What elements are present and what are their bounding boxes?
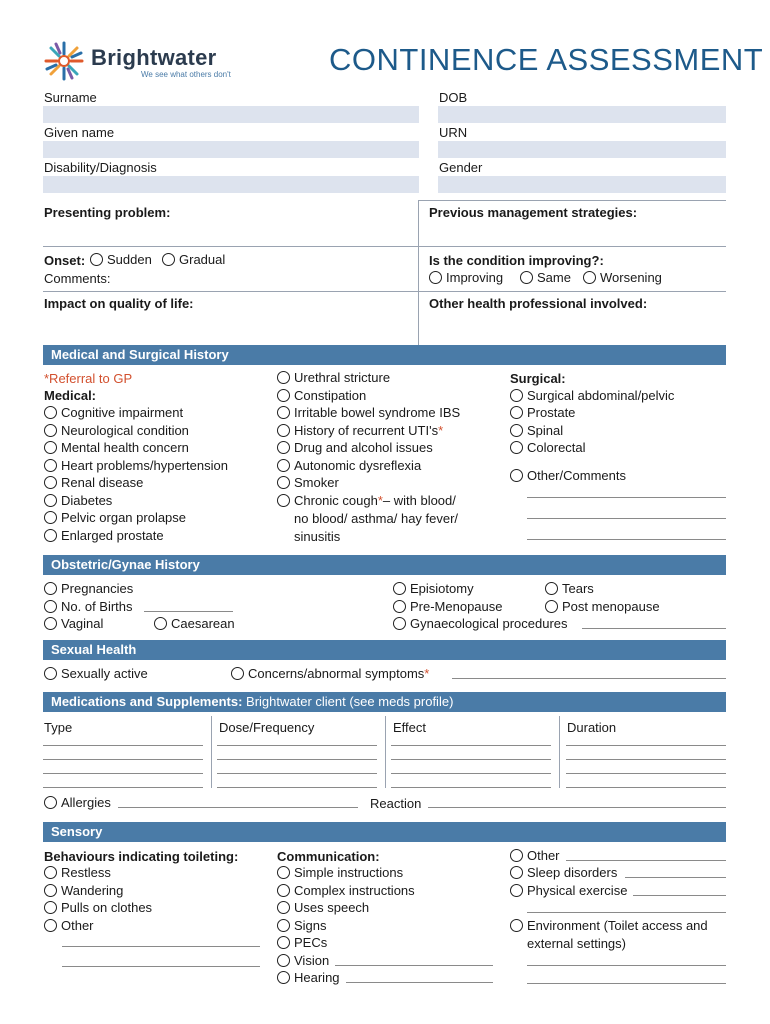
radio-circle-icon — [44, 617, 57, 630]
improving-radio[interactable] — [429, 271, 503, 284]
radio-circle-icon — [510, 424, 523, 437]
radio-circle-icon — [154, 617, 167, 630]
uses-speech-checkbox[interactable] — [277, 901, 369, 914]
option-label-suffix: – with blood/ — [382, 493, 456, 508]
disability-label: Disability/Diagnosis — [44, 160, 157, 175]
grid-line — [43, 291, 726, 292]
radio-circle-icon — [44, 901, 57, 914]
disability-field[interactable] — [43, 176, 419, 193]
option-label: Environment (Toilet access and — [527, 918, 708, 933]
option-label: Caesarean — [171, 616, 235, 631]
med-row-line[interactable] — [566, 745, 726, 746]
communication-label: Communication: — [277, 849, 380, 864]
option-label: Improving — [446, 270, 504, 285]
radio-circle-icon — [44, 600, 57, 613]
restless-checkbox[interactable] — [44, 866, 111, 879]
grid-line — [419, 200, 726, 201]
option-label: Signs — [294, 918, 327, 933]
signs-checkbox[interactable] — [277, 919, 327, 932]
grid-line — [43, 246, 726, 247]
med-row-line[interactable] — [43, 759, 203, 760]
page-title: CONTINENCE ASSESSMENT — [329, 42, 764, 77]
vision-line[interactable] — [335, 965, 493, 966]
surgical-abdominal-checkbox[interactable] — [510, 389, 674, 402]
grid-divider — [418, 200, 419, 345]
option-label: Pulls on clothes — [61, 900, 153, 915]
radio-circle-icon — [393, 582, 406, 595]
neurological-checkbox[interactable] — [44, 424, 189, 437]
radio-circle-icon — [510, 406, 523, 419]
radio-circle-icon — [44, 459, 57, 472]
colorectal-checkbox[interactable] — [510, 441, 586, 454]
option-label: Hearing — [294, 970, 340, 985]
option-label: Same — [537, 270, 571, 285]
option-label: PECs — [294, 935, 328, 950]
dose-column-header: Dose/Frequency — [219, 720, 315, 735]
med-row-line[interactable] — [43, 773, 203, 774]
radio-circle-icon — [510, 849, 523, 862]
duration-column-header: Duration — [567, 720, 617, 735]
referral-asterisk: * — [438, 423, 444, 438]
medications-section-header — [43, 692, 726, 712]
radio-circle-icon — [277, 884, 290, 897]
write-line[interactable] — [62, 966, 260, 967]
radio-circle-icon — [44, 582, 57, 595]
radio-circle-icon — [44, 511, 57, 524]
radio-circle-icon — [277, 476, 290, 489]
option-label: No. of Births — [61, 599, 133, 614]
option-label: Concerns/abnormal symptoms — [248, 666, 425, 681]
onset-gradual-radio[interactable] — [162, 253, 225, 266]
option-label: Autonomic dysreflexia — [294, 458, 422, 473]
option-label: Uses speech — [294, 900, 370, 915]
radio-circle-icon — [277, 459, 290, 472]
radio-circle-icon — [90, 253, 103, 266]
given-name-label: Given name — [44, 125, 115, 140]
sensory-other-checkbox[interactable] — [510, 849, 560, 862]
pre-menopause-checkbox[interactable] — [393, 600, 503, 613]
referral-note: *Referral to GP — [44, 371, 133, 386]
radio-circle-icon — [44, 494, 57, 507]
obstetric-section-header: Obstetric/Gynae History — [43, 555, 726, 575]
heart-problems-checkbox[interactable] — [44, 459, 228, 472]
vision-checkbox[interactable] — [277, 954, 329, 967]
option-label: Pregnancies — [61, 581, 134, 596]
radio-circle-icon — [277, 901, 290, 914]
gynae-line[interactable] — [582, 628, 726, 629]
option-label: History of recurrent UTI's — [294, 423, 439, 438]
chronic-cough-line2: no blood/ asthma/ hay fever/ — [294, 511, 459, 526]
gender-field[interactable] — [438, 176, 726, 193]
concerns-line[interactable] — [452, 678, 726, 679]
option-label: Heart problems/hypertension — [61, 458, 228, 473]
sensory-section-header: Sensory — [43, 822, 726, 842]
option-label: Sudden — [107, 252, 152, 267]
sleep-disorders-checkbox[interactable] — [510, 866, 617, 879]
environment-line2: external settings) — [527, 936, 626, 951]
radio-circle-icon — [277, 389, 290, 402]
sleep-line[interactable] — [625, 877, 726, 878]
option-label: Complex instructions — [294, 883, 415, 898]
option-label: Other — [61, 918, 94, 933]
option-label: Drug and alcohol issues — [294, 440, 433, 455]
option-label: Chronic cough — [294, 493, 378, 508]
option-label: Vision — [294, 953, 330, 968]
effect-column-header: Effect — [393, 720, 427, 735]
radio-circle-icon — [277, 424, 290, 437]
radio-circle-icon — [393, 617, 406, 630]
radio-circle-icon — [277, 441, 290, 454]
behaviours-label: Behaviours indicating toileting: — [44, 849, 239, 864]
surgical-label: Surgical: — [510, 371, 566, 386]
write-line[interactable] — [527, 912, 726, 913]
radio-circle-icon — [277, 371, 290, 384]
option-label: Other — [527, 848, 560, 863]
option-label: Sleep disorders — [527, 865, 618, 880]
behaviour-other-checkbox[interactable] — [44, 919, 94, 932]
radio-circle-icon — [44, 406, 57, 419]
brightwater-logo — [43, 40, 243, 82]
constipation-checkbox[interactable] — [277, 389, 366, 402]
option-label: Renal disease — [61, 475, 144, 490]
type-column-header: Type — [44, 720, 73, 735]
medications-subtitle: Brightwater client (see meds profile) — [242, 694, 454, 709]
brand-tagline: We see what others don't — [141, 70, 231, 79]
option-label: Allergies — [61, 795, 111, 810]
radio-circle-icon — [44, 424, 57, 437]
exercise-line[interactable] — [633, 895, 726, 896]
radio-circle-icon — [393, 600, 406, 613]
post-menopause-checkbox[interactable] — [545, 600, 660, 613]
write-line[interactable] — [527, 539, 726, 540]
med-row-line[interactable] — [217, 787, 377, 788]
environment-checkbox[interactable] — [510, 919, 708, 932]
med-row-line[interactable] — [391, 745, 551, 746]
comments-label: Comments: — [44, 271, 111, 286]
prostate-checkbox[interactable] — [510, 406, 575, 419]
option-label: Enlarged prostate — [61, 528, 164, 543]
same-radio[interactable] — [520, 271, 571, 284]
option-label: Surgical abdominal/pelvic — [527, 388, 675, 403]
option-label: Smoker — [294, 475, 339, 490]
radio-circle-icon — [277, 936, 290, 949]
radio-circle-icon — [583, 271, 596, 284]
option-label: Gynaecological procedures — [410, 616, 568, 631]
radio-circle-icon — [429, 271, 442, 284]
med-row-line[interactable] — [43, 787, 203, 788]
radio-circle-icon — [44, 476, 57, 489]
option-label: Neurological condition — [61, 423, 189, 438]
physical-exercise-checkbox[interactable] — [510, 884, 627, 897]
previous-management-label: Previous management strategies: — [429, 205, 638, 220]
pulls-clothes-checkbox[interactable] — [44, 901, 152, 914]
write-line[interactable] — [527, 518, 726, 519]
option-label: Restless — [61, 865, 111, 880]
gynae-procedures-checkbox[interactable] — [393, 617, 568, 630]
option-label: Wandering — [61, 883, 124, 898]
med-row-line[interactable] — [566, 787, 726, 788]
option-label: Pre-Menopause — [410, 599, 503, 614]
option-label: Constipation — [294, 388, 367, 403]
write-line[interactable] — [62, 946, 260, 947]
onset-label: Onset: — [44, 253, 86, 268]
radio-circle-icon — [545, 600, 558, 613]
referral-asterisk: * — [377, 493, 383, 508]
brand-name: Brightwater — [91, 45, 217, 70]
radio-circle-icon — [44, 884, 57, 897]
option-label: Spinal — [527, 423, 564, 438]
surname-label: Surname — [44, 90, 97, 105]
pregnancies-checkbox[interactable] — [44, 582, 133, 595]
autonomic-dysreflexia-checkbox[interactable] — [277, 459, 421, 472]
births-line[interactable] — [144, 611, 233, 612]
radio-circle-icon — [162, 253, 175, 266]
wandering-checkbox[interactable] — [44, 884, 123, 897]
option-label: Worsening — [600, 270, 662, 285]
med-col-divider — [211, 716, 212, 788]
option-label: Vaginal — [61, 616, 104, 631]
option-label: Colorectal — [527, 440, 586, 455]
radio-circle-icon — [510, 919, 523, 932]
option-label: Irritable bowel syndrome IBS — [294, 405, 461, 420]
med-row-line[interactable] — [217, 745, 377, 746]
med-row-line[interactable] — [566, 759, 726, 760]
complex-instructions-checkbox[interactable] — [277, 884, 415, 897]
write-line[interactable] — [527, 965, 726, 966]
presenting-problem-label: Presenting problem: — [44, 205, 171, 220]
episiotomy-checkbox[interactable] — [393, 582, 474, 595]
caesarean-checkbox[interactable] — [154, 617, 235, 630]
med-row-line[interactable] — [391, 759, 551, 760]
med-col-divider — [559, 716, 560, 788]
radio-circle-icon — [277, 494, 290, 507]
urn-field[interactable] — [438, 141, 726, 158]
radio-circle-icon — [44, 919, 57, 932]
radio-circle-icon — [277, 866, 290, 879]
med-row-line[interactable] — [391, 787, 551, 788]
sensory-other-line[interactable] — [566, 860, 726, 861]
radio-circle-icon — [44, 667, 57, 680]
option-label: Cognitive impairment — [61, 405, 184, 420]
radio-circle-icon — [277, 919, 290, 932]
option-label: Prostate — [527, 405, 576, 420]
simple-instructions-checkbox[interactable] — [277, 866, 403, 879]
enlarged-prostate-checkbox[interactable] — [44, 529, 164, 542]
sexual-health-section-header: Sexual Health — [43, 640, 726, 660]
dob-field[interactable] — [438, 106, 726, 123]
other-comments-checkbox[interactable] — [510, 469, 626, 482]
med-row-line[interactable] — [217, 759, 377, 760]
option-label: Episiotomy — [410, 581, 474, 596]
concerns-checkbox[interactable] — [231, 667, 429, 680]
reaction-line[interactable] — [428, 807, 726, 808]
vaginal-checkbox[interactable] — [44, 617, 103, 630]
urn-label: URN — [439, 125, 468, 140]
option-label: Post menopause — [562, 599, 660, 614]
write-line[interactable] — [527, 497, 726, 498]
recurrent-uti-checkbox[interactable] — [277, 424, 443, 437]
radio-circle-icon — [231, 667, 244, 680]
births-checkbox[interactable] — [44, 600, 133, 613]
medications-title: Medications and Supplements: — [51, 694, 243, 709]
option-label: Urethral stricture — [294, 370, 391, 385]
radio-circle-icon — [510, 469, 523, 482]
radio-circle-icon — [44, 529, 57, 542]
ibs-checkbox[interactable] — [277, 406, 460, 419]
allergies-line[interactable] — [118, 807, 358, 808]
medical-section-header: Medical and Surgical History — [43, 345, 726, 365]
radio-circle-icon — [510, 441, 523, 454]
write-line[interactable] — [527, 983, 726, 984]
mental-health-checkbox[interactable] — [44, 441, 189, 454]
pecs-checkbox[interactable] — [277, 936, 327, 949]
drug-alcohol-checkbox[interactable] — [277, 441, 433, 454]
sexually-active-checkbox[interactable] — [44, 667, 148, 680]
medical-label: Medical: — [44, 388, 97, 403]
radio-circle-icon — [520, 271, 533, 284]
med-row-line[interactable] — [391, 773, 551, 774]
option-label: Gradual — [179, 252, 226, 267]
referral-asterisk: * — [424, 666, 430, 681]
dob-label: DOB — [439, 90, 468, 105]
cognitive-impairment-checkbox[interactable] — [44, 406, 183, 419]
diabetes-checkbox[interactable] — [44, 494, 112, 507]
worsening-radio[interactable] — [583, 271, 662, 284]
onset-sudden-radio[interactable] — [90, 253, 152, 266]
radio-circle-icon — [44, 866, 57, 879]
radio-circle-icon — [510, 884, 523, 897]
radio-circle-icon — [510, 866, 523, 879]
tears-checkbox[interactable] — [545, 582, 594, 595]
radio-circle-icon — [545, 582, 558, 595]
hearing-line[interactable] — [346, 982, 493, 983]
option-label: Mental health concern — [61, 440, 189, 455]
option-label: Diabetes — [61, 493, 113, 508]
option-label: Pelvic organ prolapse — [61, 510, 187, 525]
impact-label: Impact on quality of life: — [44, 296, 194, 311]
brightwater-logo-icon — [43, 40, 85, 82]
allergies-checkbox[interactable] — [44, 796, 111, 809]
med-col-divider — [385, 716, 386, 788]
med-row-line[interactable] — [43, 745, 203, 746]
chronic-cough-line3: sinusitis — [294, 529, 341, 544]
radio-circle-icon — [277, 406, 290, 419]
option-label: Other/Comments — [527, 468, 626, 483]
spinal-checkbox[interactable] — [510, 424, 563, 437]
urethral-stricture-checkbox[interactable] — [277, 371, 390, 384]
med-row-line[interactable] — [217, 773, 377, 774]
reaction-label: Reaction — [370, 796, 422, 811]
hearing-checkbox[interactable] — [277, 971, 340, 984]
improving-question: Is the condition improving?: — [429, 253, 604, 268]
radio-circle-icon — [510, 389, 523, 402]
surname-field[interactable] — [43, 106, 419, 123]
radio-circle-icon — [44, 441, 57, 454]
other-professional-label: Other health professional involved: — [429, 296, 648, 311]
option-label: Sexually active — [61, 666, 148, 681]
radio-circle-icon — [277, 954, 290, 967]
option-label: Tears — [562, 581, 594, 596]
radio-circle-icon — [277, 971, 290, 984]
given-name-field[interactable] — [43, 141, 419, 158]
radio-circle-icon — [44, 796, 57, 809]
pelvic-prolapse-checkbox[interactable] — [44, 511, 186, 524]
chronic-cough-checkbox[interactable] — [277, 494, 456, 507]
med-row-line[interactable] — [566, 773, 726, 774]
renal-disease-checkbox[interactable] — [44, 476, 143, 489]
option-label: Physical exercise — [527, 883, 628, 898]
option-label: Simple instructions — [294, 865, 404, 880]
gender-label: Gender — [439, 160, 483, 175]
smoker-checkbox[interactable] — [277, 476, 339, 489]
